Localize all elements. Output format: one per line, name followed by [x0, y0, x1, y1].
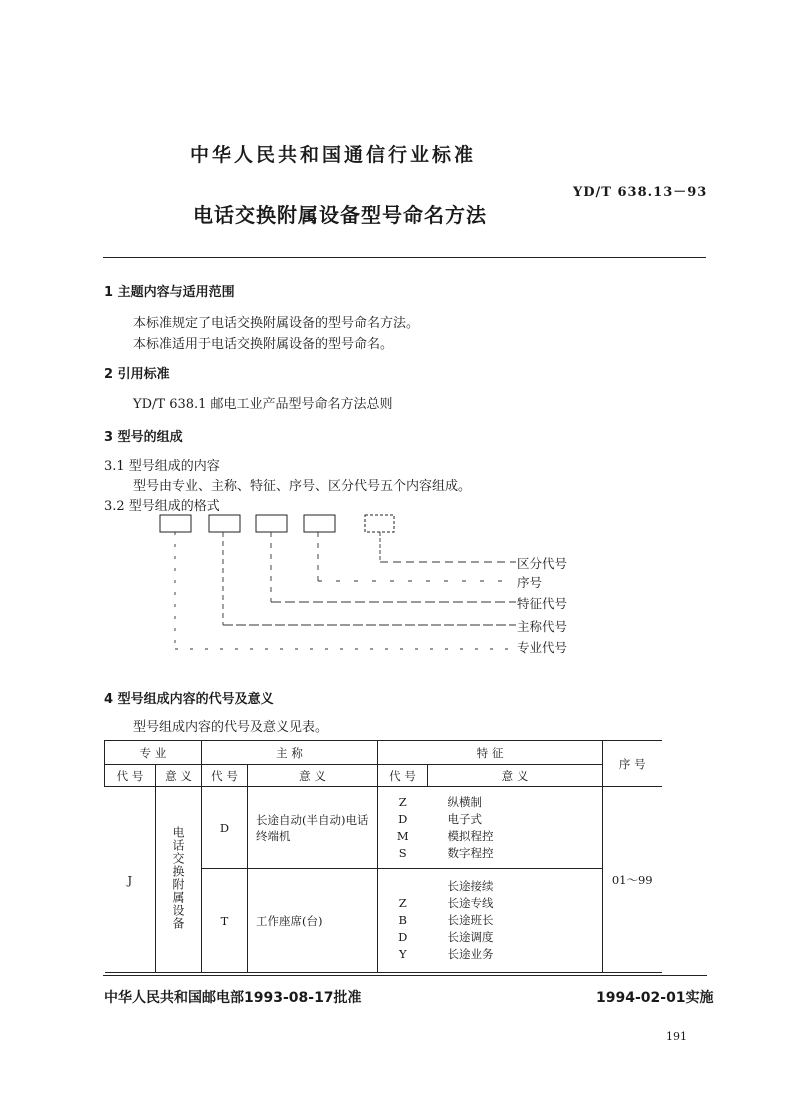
header-name-meaning: 意 义 — [248, 765, 378, 787]
sequence-label: 序号 — [517, 575, 543, 590]
major-code-box — [160, 515, 191, 532]
feature-code: M — [396, 828, 409, 843]
name-code-cell-2: T — [202, 869, 248, 973]
feature-code — [378, 878, 428, 895]
feature-code: B — [398, 913, 407, 927]
feature-meaning: 长途调度 — [447, 930, 494, 944]
feature-meaning: 长途专线 — [447, 896, 494, 910]
section-1-heading: 1 主题内容与适用范围 — [104, 285, 235, 300]
feature-meaning: 长途接续 — [447, 879, 494, 893]
feature-meaning-cell-1 — [428, 787, 603, 869]
feature-code: Y — [398, 947, 407, 961]
feature-code-box — [256, 515, 287, 532]
feature-meaning-cell-2 — [428, 869, 603, 973]
name-code-cell-1: D — [202, 787, 248, 869]
header-sequence: 序 号 — [603, 741, 662, 787]
feature-code: D — [398, 930, 408, 944]
name-meaning-cell-1: 长途自动(半自动)电话终端机 — [248, 787, 378, 869]
feature-code: Z — [398, 794, 407, 809]
header-major-code: 代 号 — [105, 765, 156, 787]
major-code-cell: J — [105, 787, 156, 973]
approval-statement: 中华人民共和国邮电部1993-08-17批准 — [104, 990, 362, 1006]
feature-meaning: 模拟程控 — [447, 828, 494, 843]
feature-meaning: 长途班长 — [447, 913, 494, 927]
major-code-label: 专业代号 — [517, 640, 568, 655]
section-3-1-heading: 3.1 型号组成的内容 — [104, 459, 220, 474]
model-code-table — [104, 740, 662, 973]
section-4-intro: 型号组成内容的代号及意义见表。 — [133, 720, 329, 735]
header-feature-code: 代 号 — [378, 765, 428, 787]
major-meaning-cell — [156, 787, 202, 973]
header-major-meaning: 意 义 — [156, 765, 202, 787]
header-feature-meaning: 意 义 — [428, 765, 603, 787]
document-title: 电话交换附属设备型号命名方法 — [193, 203, 487, 227]
header-name: 主 称 — [202, 741, 378, 765]
name-code-box — [209, 515, 240, 532]
section-3-heading: 3 型号的组成 — [104, 430, 183, 445]
name-code-label: 主称代号 — [517, 619, 568, 634]
feature-code: S — [398, 845, 407, 860]
header-feature: 特 征 — [378, 741, 603, 765]
section-1-paragraph-2: 本标准适用于电话交换附属设备的型号命名。 — [133, 337, 394, 352]
header-divider — [103, 257, 706, 258]
feature-code-cell-2 — [378, 869, 428, 973]
sequence-box — [304, 515, 335, 532]
section-4-heading: 4 型号组成内容的代号及意义 — [104, 692, 274, 707]
feature-code-cell-1 — [378, 787, 428, 869]
section-1-paragraph-1: 本标准规定了电话交换附属设备的型号命名方法。 — [133, 316, 420, 331]
standard-code: YD/T 638.13－93 — [573, 185, 708, 200]
feature-code: Z — [398, 896, 407, 910]
header-name-code: 代 号 — [202, 765, 248, 787]
feature-meaning: 长途业务 — [447, 947, 494, 961]
feature-meaning: 纵横制 — [447, 794, 482, 809]
feature-meaning: 电子式 — [447, 811, 482, 826]
header-major: 专 业 — [105, 741, 202, 765]
distinction-code-label: 区分代号 — [517, 556, 568, 571]
page-number: 191 — [666, 1030, 687, 1043]
feature-code-label: 特征代号 — [517, 596, 568, 611]
major-meaning-text: 电话交换附属设备 — [171, 826, 185, 930]
feature-meaning: 数字程控 — [447, 845, 494, 860]
name-meaning-cell-2: 工作座席(台) — [248, 869, 378, 973]
standard-organization: 中华人民共和国通信行业标准 — [190, 144, 477, 166]
sequence-cell: 01～99 — [603, 787, 662, 973]
effective-date: 1994-02-01实施 — [596, 990, 714, 1006]
feature-code: D — [398, 811, 408, 826]
section-2-reference: YD/T 638.1 邮电工业产品型号命名方法总则 — [133, 397, 393, 412]
section-3-2-heading: 3.2 型号组成的格式 — [104, 499, 220, 514]
footer-divider — [103, 975, 707, 976]
section-3-1-text: 型号由专业、主称、特征、序号、区分代号五个内容组成。 — [133, 479, 472, 494]
distinction-code-box — [365, 515, 394, 532]
section-2-heading: 2 引用标准 — [104, 367, 170, 382]
